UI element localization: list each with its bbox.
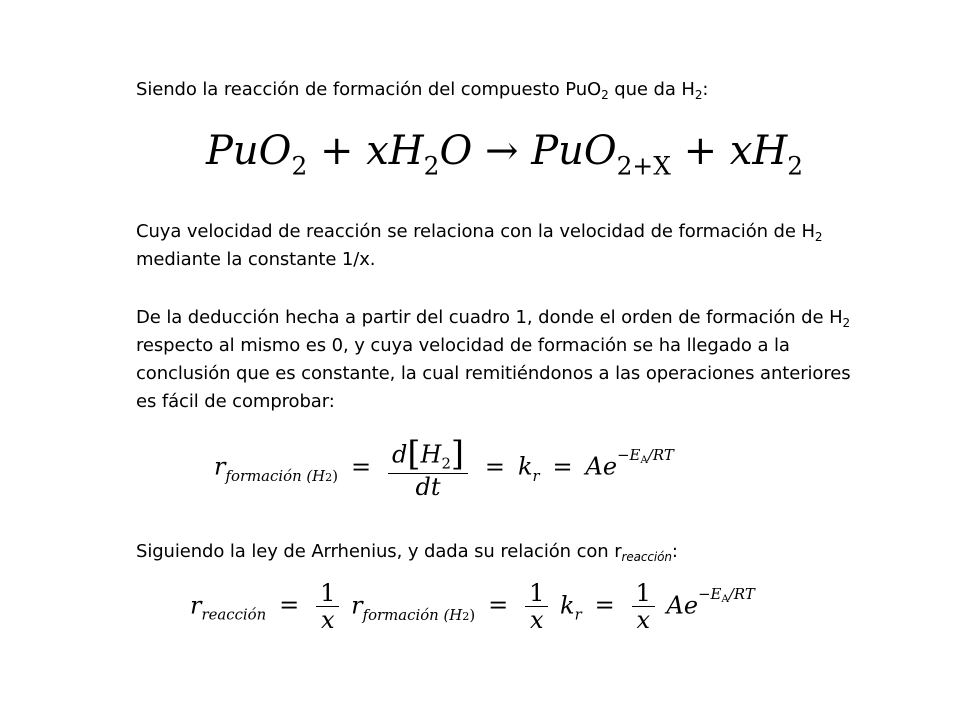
eq-subscript: r (532, 466, 540, 485)
eq-term: r (190, 591, 202, 620)
eq-subscript: r (574, 605, 582, 624)
exponent: −EA/RT (698, 584, 755, 605)
eq-subscript: 2 (423, 151, 440, 181)
arrhenius-text: : (671, 541, 678, 562)
equals-sign: = (594, 591, 615, 620)
equals-sign: = (279, 591, 300, 620)
one-over-x-fraction: $\frac{1}{x}$ (525, 580, 548, 634)
equals-sign: = (488, 591, 509, 620)
derivative-fraction (388, 436, 468, 500)
intro-paragraph (136, 76, 876, 104)
formation-rate-equation (214, 436, 674, 500)
eq-term: Ae (585, 452, 618, 481)
subscript: reacción (621, 550, 672, 564)
eq-term: r (214, 452, 226, 481)
eq-subscript: formación (H2) (225, 466, 339, 485)
equals-sign: = (351, 452, 372, 481)
eq-term: r (351, 591, 363, 620)
eq-term: k (560, 591, 575, 620)
eq-subscript: 2 (787, 151, 804, 181)
eq-subscript: reacción (201, 605, 267, 624)
exponent: −EA/RT (617, 445, 674, 466)
one-over-x-fraction: $\frac{1}{x}$ (632, 580, 655, 634)
fraction-numerator: $d[H_2]$ (388, 436, 468, 474)
eq-operator: + (307, 128, 367, 174)
rate-text: mediante la constante 1/x. (136, 249, 376, 270)
subscript: 2 (601, 88, 609, 102)
intro-text: : (702, 79, 709, 100)
eq-subscript: 2+X (616, 151, 671, 181)
reaction-rate-equation (190, 580, 755, 634)
eq-term: k (517, 452, 533, 481)
intro-text: Siendo la reacción de formación del compuesto PuO (136, 79, 602, 100)
reaction-equation (206, 128, 804, 181)
eq-term: O (439, 128, 473, 174)
eq-subscript: 2 (291, 151, 308, 181)
deduction-paragraph (136, 304, 876, 416)
eq-term: PuO (531, 128, 617, 174)
arrhenius-text: Siguiendo la ley de Arrhenius, y dada su relación con r (136, 541, 622, 562)
fraction-denominator: dt (415, 472, 441, 501)
eq-subscript: formación (H2) (362, 605, 476, 624)
eq-term: xH (729, 128, 788, 174)
rate-text: Cuya velocidad de reacción se relaciona con la velocidad de formación de H (136, 221, 815, 242)
arrhenius-paragraph (136, 538, 876, 566)
deduction-text: respecto al mismo es 0, y cuya velocidad de formación se ha llegado a la conclusión que es constante, la cual remitiéndonos a las operaciones anteriores es fácil de comprobar: (136, 335, 851, 412)
eq-term: xH (366, 128, 424, 174)
intro-text: que da H (608, 79, 695, 100)
one-over-x-fraction: $\frac{1}{x}$ (316, 580, 339, 634)
eq-operator: + (670, 128, 730, 174)
deduction-text: De la deducción hecha a partir del cuadro 1, donde el orden de formación de H (136, 307, 843, 328)
subscript: 2 (842, 316, 851, 330)
reaction-arrow: → (472, 128, 532, 174)
eq-term: PuO (206, 128, 292, 174)
rate-paragraph (136, 218, 876, 274)
equals-sign: = (484, 452, 506, 481)
subscript: 2 (814, 230, 823, 244)
equals-sign: = (552, 452, 573, 481)
subscript: 2 (694, 88, 703, 102)
eq-term: Ae (666, 591, 699, 620)
